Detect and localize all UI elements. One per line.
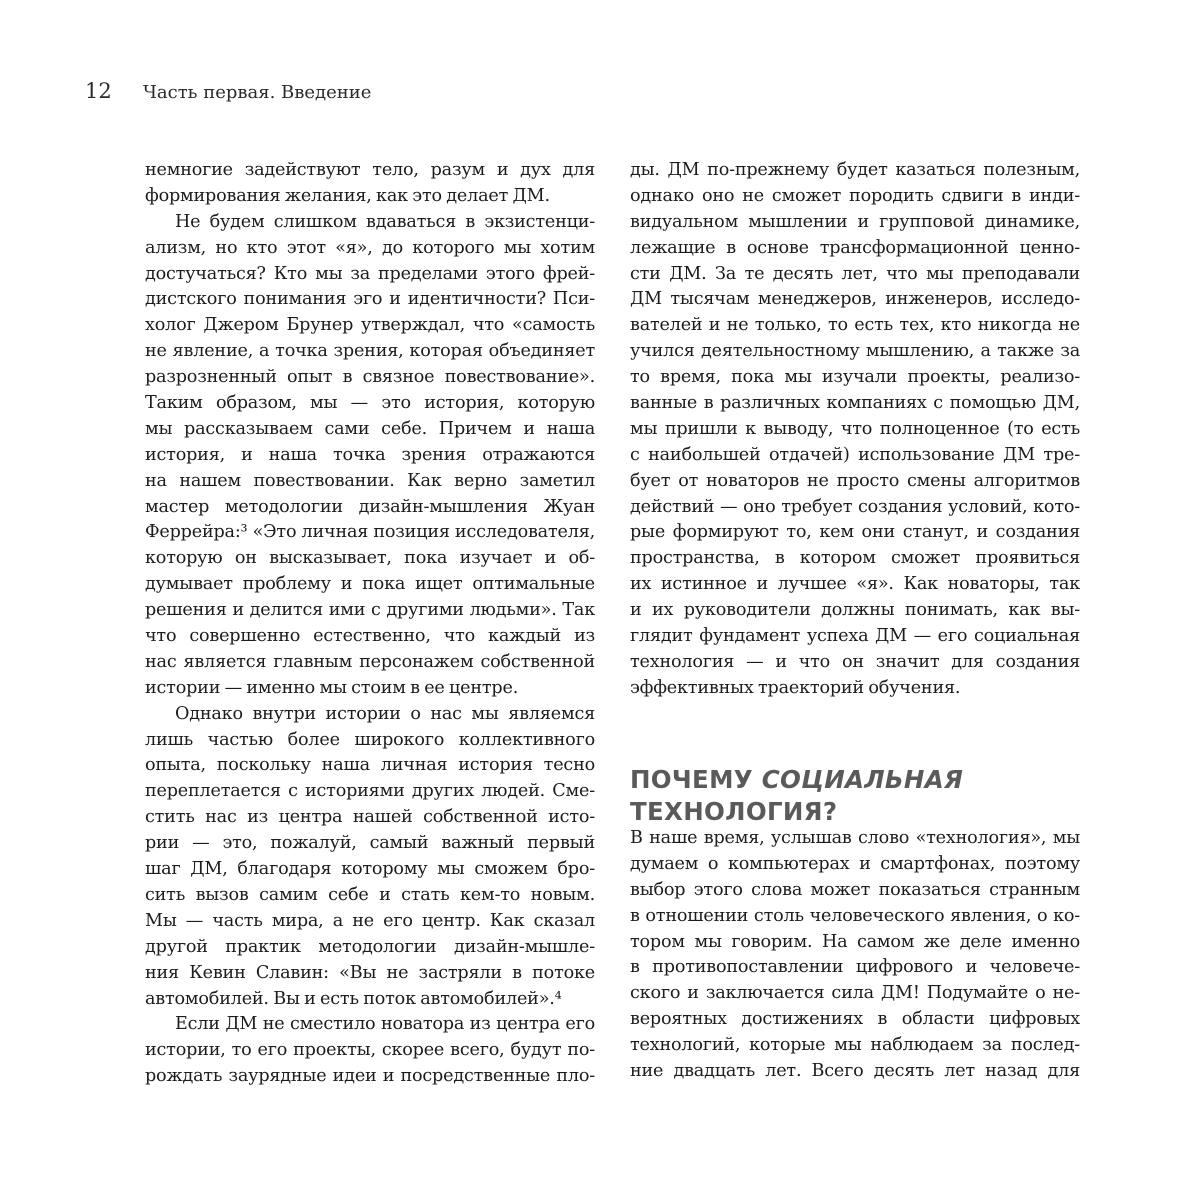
text-line: Если ДМ не сместило новатора из центра его [175,1014,595,1035]
text-line: мы пришли к выводу, что полноценное (то есть [630,418,1080,439]
text-line: ДМ тысячам менеджеров, инженеров, исследо- [630,289,1080,310]
text-line: ализм, но кто этот «я», до которого мы хотим [145,237,595,258]
text-line: действий — оно требует создания условий, кото- [630,496,1080,517]
text-line: в отношении столь человеческого явления, о ко- [630,905,1080,926]
text-line: мастер методологии дизайн-мышления Жуан [145,496,595,517]
text-line: переплетается с историями других людей. Сме- [145,781,595,802]
text-line: немногие задействуют тело, разум и дух для [145,160,595,180]
text-line: то время, пока мы изучали проекты, реализо- [630,367,1080,388]
text-line: ды. ДМ по-прежнему будет казаться полезным, [630,160,1080,180]
text-line: вероятных достижениях в области цифровых [630,1009,1080,1030]
text-line: опыта, поскольку наша личная история тесно [145,755,595,776]
text-line: технологий, которые мы наблюдаем за послед- [630,1035,1080,1056]
text-line: решения и делится ими с другими людьми». Так [145,600,595,621]
text-line: их истинное и лучшее «я». Как новаторы, так [630,574,1080,595]
text-line: ского и заключается сила ДМ! Подумайте о не- [630,983,1080,1004]
text-line: однако оно не сможет породить сдвиги в инди- [630,185,1080,206]
text-line: В наше время, услышав слово «технология», мы [630,828,1080,848]
text-line: учился деятельностному мышлению, а также за [630,341,1080,362]
text-line: бует от новаторов не просто смены алгоритмов [630,470,1080,491]
text-line: мы рассказываем сами себе. Причем и наша [145,418,595,439]
text-line: ния Кевин Славин: «Вы не застряли в потоке [145,962,595,983]
text-line: в противопоставлении цифрового и человече- [630,957,1080,978]
text-line: рождать заурядные идеи и посредственные пло- [145,1066,595,1087]
text-line: что совершенно естественно, что каждый из [145,626,595,647]
text-line: лишь частью более широкого коллективного [145,729,595,750]
text-line: глядит фундамент успеха ДМ — его социальная [630,626,1080,647]
right-column-bottom [630,826,1080,1085]
text-line: лежащие в основе трансформационной ценно- [630,237,1080,258]
text-line: дистского понимания эго и идентичности? Пси- [145,289,595,310]
text-line: история, и наша точка зрения отражаются [145,444,595,465]
text-line: не явление, а точка зрения, которая объединяет [145,341,595,362]
text-line: формирования желания, как это делает ДМ. [145,185,550,206]
text-line: рии — это, пожалуй, самый важный первый [145,833,595,854]
text-line: истории, то его проекты, скорее всего, будут по- [145,1040,595,1061]
section-heading-line-2: ТЕХНОЛОГИЯ? [630,797,838,827]
text-line: Не будем слишком вдаваться в экзистенци- [175,211,595,232]
text-line: Мы — часть мира, а не его центр. Как сказал [145,910,595,931]
section-heading-plain: ПОЧЕМУ [630,765,762,795]
text-line: другой практик методологии дизайн-мышле- [145,936,595,957]
text-line: думывает проблему и пока ищет оптимальные [145,574,595,595]
text-line: нас является главным персонажем собственной [145,651,595,672]
text-line: ние двадцать лет. Всего десять лет назад для [630,1061,1080,1082]
text-line: стить нас из центра нашей собственной исто- [145,807,595,828]
text-line: рые формируют то, кем они станут, и создания [630,522,1080,543]
text-line: видуальном мышлении и групповой динамике, [630,211,1080,232]
text-line: тором мы говорим. На самом же деле именно [630,931,1080,952]
text-line: достучаться? Кто мы за пределами этого фрей- [145,263,595,284]
running-title: Часть первая. Введение [143,82,372,103]
left-column [145,158,595,1090]
text-line: Таким образом, мы — это история, которую [145,393,595,414]
text-line: сти ДМ. За те десять лет, что мы преподавали [630,263,1080,284]
text-line: сить вызов самим себе и стать кем-то новым. [145,884,595,905]
text-line: на нашем повествовании. Как верно заметил [145,470,595,491]
text-line: и их руководители должны понимать, как вы- [630,600,1080,621]
text-line: шаг ДМ, благодаря которому мы сможем бро- [145,859,595,880]
section-heading-italic: СОЦИАЛЬНАЯ [761,765,964,795]
text-line: эффективных траекторий обучения. [630,677,961,698]
text-line: холог Джером Брунер утверждал, что «самость [145,315,595,336]
running-head [85,79,371,107]
text-line: пространства, в котором сможет проявиться [630,548,1080,569]
text-line: истории — именно мы стоим в ее центре. [145,677,519,698]
text-line: Феррейра:³ «Это личная позиция исследователя, [145,522,595,543]
text-line: думаем о компьютерах и смартфонах, поэтому [630,853,1080,874]
text-line: которую он высказывает, пока изучает и об- [145,548,595,569]
text-line: разрозненный опыт в связное повествование». [145,367,595,388]
text-line: автомобилей. Вы и есть поток автомобилей».⁴ [145,988,562,1009]
text-line: с наибольшей отдачей) использование ДМ тре- [630,444,1080,465]
section-heading [630,764,1080,828]
text-line: Однако внутри истории о нас мы являемся [175,703,595,724]
text-line: технология — и что он значит для создания [630,651,1080,672]
text-line: вателей и не только, то есть тех, кто никогда не [630,315,1080,336]
text-line: ванные в различных компаниях с помощью ДМ, [630,393,1080,414]
page-number: 12 [85,79,112,103]
text-line: выбор этого слова может показаться странным [630,879,1080,900]
right-column-top [630,158,1080,702]
section-heading-line-1 [630,764,1080,796]
